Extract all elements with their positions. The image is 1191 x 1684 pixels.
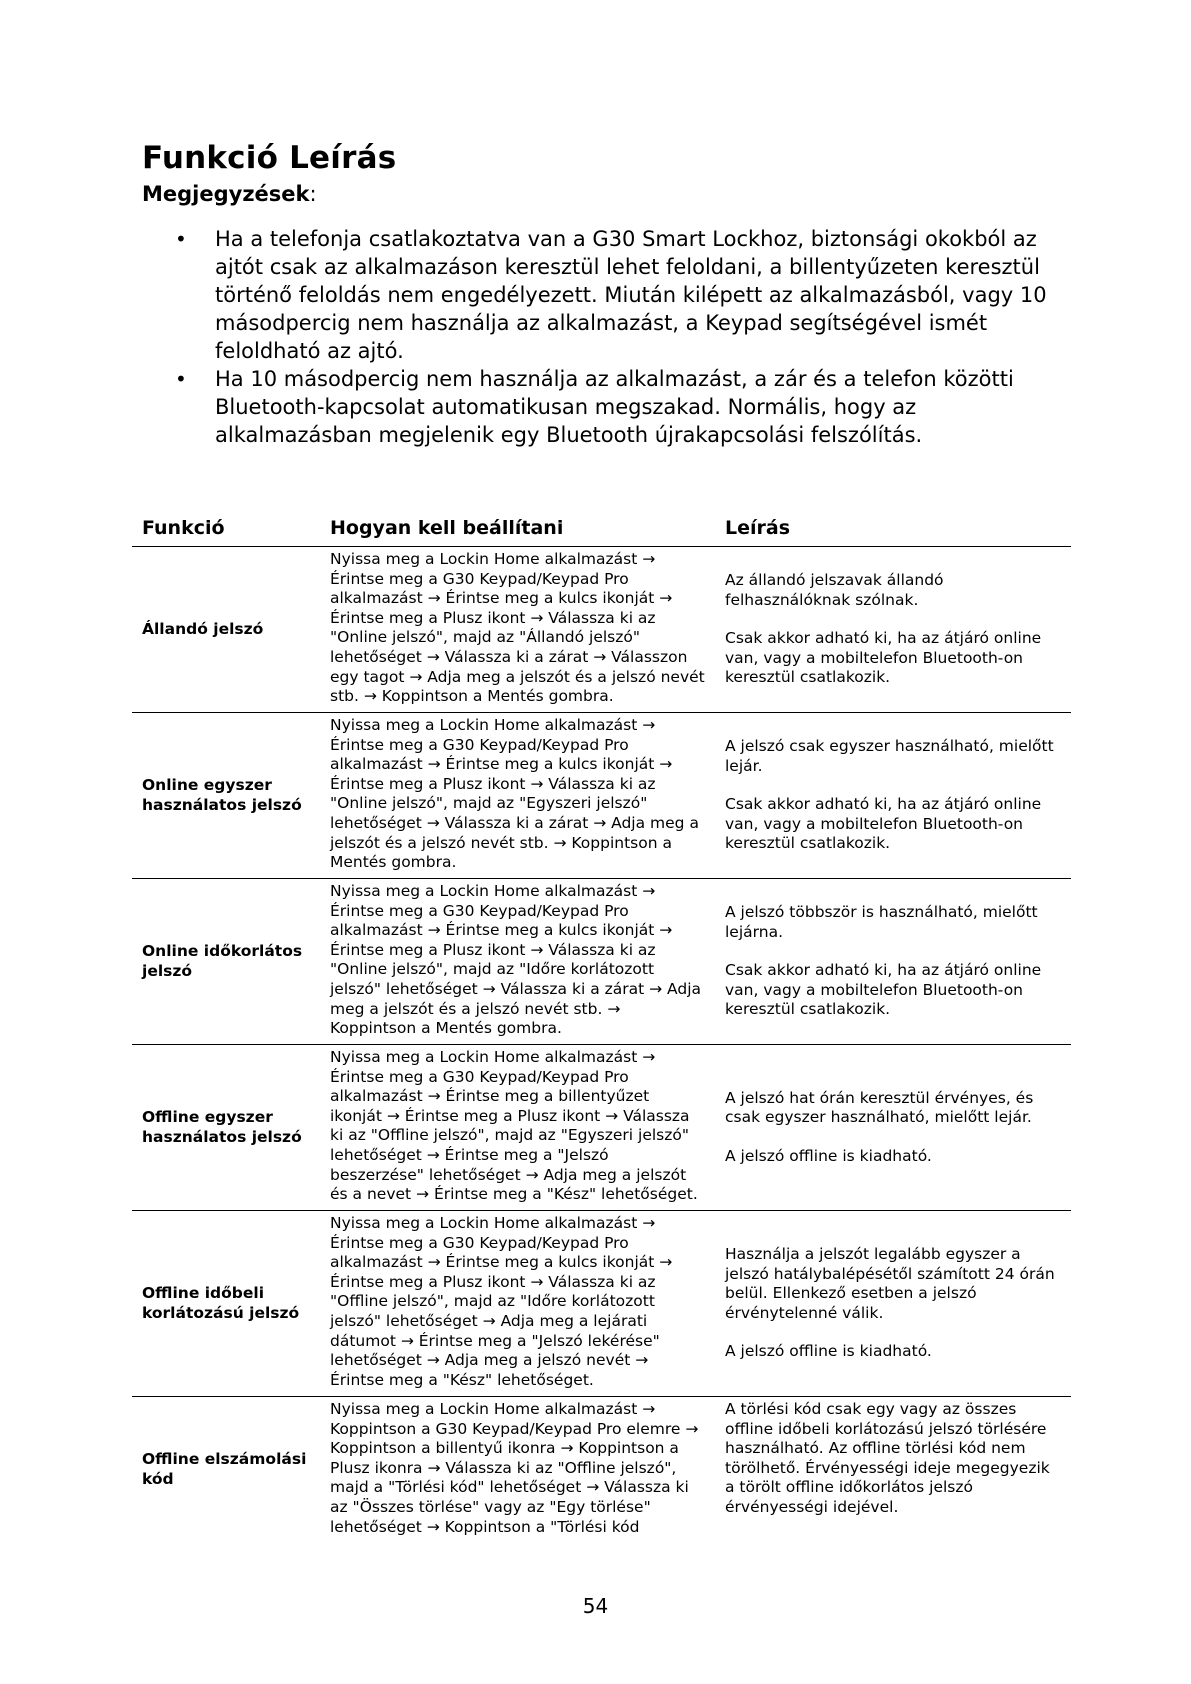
function-table-wrapper bbox=[132, 510, 1071, 1543]
note-item: • Ha a telefonja csatlakoztatva van a G30 Smart Lockhoz, biztonsági okokból az ajtót csak az alkalmazáson keresztül lehet feloldani, a billentyűzeten keresztül történő feloldás nem engedélyezett. Miután kilépett az alkalmazásból, vagy 10 másodpercig nem használja az alkalmazást, a Keypad segítségével ismét feloldható az ajtó. bbox=[175, 225, 1075, 365]
table-row bbox=[132, 547, 1071, 713]
description-cell bbox=[715, 1397, 1071, 1543]
description-cell bbox=[715, 1045, 1071, 1211]
function-cell: Online időkorlátos jelszó bbox=[132, 879, 320, 1045]
description-line: A jelszó többször is használható, mielőtt lejárna. bbox=[725, 903, 1038, 941]
table-row bbox=[132, 1045, 1071, 1211]
notes-colon: : bbox=[309, 182, 317, 206]
description-line: A jelszó csak egyszer használható, mielőtt lejár. bbox=[725, 737, 1054, 775]
how-cell: Nyissa meg a Lockin Home alkalmazást → Érintse meg a G30 Keypad/Keypad Pro alkalmazást → Érintse meg a billentyűzet ikonját → Érintse meg a Plusz ikont → Válassza ki az "Offline jelszó", majd az "Egyszeri jelszó" lehetőséget → Érintse meg a "Jelszó beszerzése" lehetőséget → Adja meg a jelszót és a nevet → Érintse meg a "Kész" lehetőséget. bbox=[320, 1045, 715, 1211]
function-cell: Állandó jelszó bbox=[132, 547, 320, 713]
description-line: Csak akkor adható ki, ha az átjáró online van, vagy a mobiltelefon Bluetooth-on keresztül csatlakozik. bbox=[725, 629, 1042, 687]
function-cell: Offline elszámolási kód bbox=[142, 1450, 307, 1488]
notes-label: Megjegyzések bbox=[142, 182, 310, 206]
table-row bbox=[132, 1211, 1071, 1397]
function-table bbox=[132, 510, 1071, 1543]
header-description: Leírás bbox=[715, 510, 1071, 547]
notes-heading bbox=[142, 182, 317, 206]
how-cell: Nyissa meg a Lockin Home alkalmazást → Érintse meg a G30 Keypad/Keypad Pro alkalmazást → Érintse meg a kulcs ikonját → Érintse meg a Plusz ikont → Válassza ki az "Online jelszó", majd az "Egyszeri jelszó" lehetőséget → Válassza ki a zárat → Adja meg a jelszót és a jelszó nevét stb. → Koppintson a Mentés gombra. bbox=[320, 713, 715, 879]
description-line: A törlési kód csak egy vagy az összes offline időbeli korlátozású jelszó törlésére használható. Az offline törlési kód nem törölhető. Érvényességi ideje megegyezik a törölt offline időkorlátos jelszó érvényességi idejével. bbox=[725, 1400, 1050, 1516]
how-cell: Nyissa meg a Lockin Home alkalmazást → Érintse meg a G30 Keypad/Keypad Pro alkalmazást → Érintse meg a kulcs ikonját → Érintse meg a Plusz ikont → Válassza ki az "Online jelszó", majd az "Állandó jelszó" lehetőséget → Válassza ki a zárat → Válasszon egy tagot → Adja meg a jelszót és a jelszó nevét stb. → Koppintson a Mentés gombra. bbox=[320, 547, 715, 713]
table-row bbox=[132, 879, 1071, 1045]
description-line: Csak akkor adható ki, ha az átjáró online van, vagy a mobiltelefon Bluetooth-on keresztül csatlakozik. bbox=[725, 961, 1042, 1019]
description-line: A jelszó offline is kiadható. bbox=[725, 1146, 932, 1165]
note-item: • Ha 10 másodpercig nem használja az alkalmazást, a zár és a telefon közötti Bluetooth-kapcsolat automatikusan megszakad. Normális, hogy az alkalmazásban megjelenik egy Bluetooth újrakapcsolási felszólítás. bbox=[175, 365, 1075, 449]
page-title: Funkció Leírás bbox=[142, 140, 397, 176]
header-function: Funkció bbox=[132, 510, 320, 547]
function-cell: Online egyszer használatos jelszó bbox=[132, 713, 320, 879]
table-header-row bbox=[132, 510, 1071, 547]
table-row bbox=[132, 1397, 1071, 1543]
how-cell: Nyissa meg a Lockin Home alkalmazást → Érintse meg a G30 Keypad/Keypad Pro alkalmazást → Érintse meg a kulcs ikonját → Érintse meg a Plusz ikont → Válassza ki az "Offline jelszó", majd az "Időre korlátozott jelszó" lehetőséget → Adja meg a lejárati dátumot → Érintse meg a "Jelszó lekérése" lehetőséget → Adja meg a jelszó nevét → Érintse meg a "Kész" lehetőséget. bbox=[320, 1211, 715, 1397]
function-cell: Offline egyszer használatos jelszó bbox=[132, 1045, 320, 1211]
page-number: 54 bbox=[582, 1594, 609, 1618]
description-line: Az állandó jelszavak állandó felhasználóknak szólnak. bbox=[725, 571, 944, 609]
notes-list bbox=[175, 225, 1075, 449]
description-cell bbox=[715, 879, 1071, 1045]
description-line: A jelszó offline is kiadható. bbox=[725, 1342, 932, 1361]
description-cell bbox=[715, 547, 1071, 713]
description-cell bbox=[715, 1211, 1071, 1397]
description-line: Használja a jelszót legalább egyszer a jelszó hatálybalépésétől számított 24 órán belül. Ellenkező esetben a jelszó érvénytelenné válik. bbox=[725, 1245, 1055, 1322]
function-cell: Offline időbeli korlátozású jelszó bbox=[132, 1211, 320, 1397]
header-how: Hogyan kell beállítani bbox=[320, 510, 715, 547]
description-line: Csak akkor adható ki, ha az átjáró online van, vagy a mobiltelefon Bluetooth-on keresztül csatlakozik. bbox=[725, 795, 1042, 853]
description-line: A jelszó hat órán keresztül érvényes, és csak egyszer használható, mielőtt lejár. bbox=[725, 1088, 1034, 1127]
description-cell bbox=[715, 713, 1071, 879]
table-row bbox=[132, 713, 1071, 879]
how-cell: Nyissa meg a Lockin Home alkalmazást → Koppintson a G30 Keypad/Keypad Pro elemre → Koppintson a billentyű ikonra → Koppintson a Plusz ikonra → Válassza ki az "Offline jelszó", majd a "Törlési kód" lehetőséget → Válassza ki az "Összes törlése" vagy az "Egy törlése" lehetőséget → Koppintson a "Törlési kód bbox=[330, 1400, 699, 1536]
how-cell: Nyissa meg a Lockin Home alkalmazást → Érintse meg a G30 Keypad/Keypad Pro alkalmazást → Érintse meg a kulcs ikonját → Érintse meg a Plusz ikont → Válassza ki az "Online jelszó", majd az "Időre korlátozott jelszó" lehetőséget → Válassza ki a zárat → Adja meg a jelszót és a jelszó nevét stb. → Koppintson a Mentés gombra. bbox=[320, 879, 715, 1045]
